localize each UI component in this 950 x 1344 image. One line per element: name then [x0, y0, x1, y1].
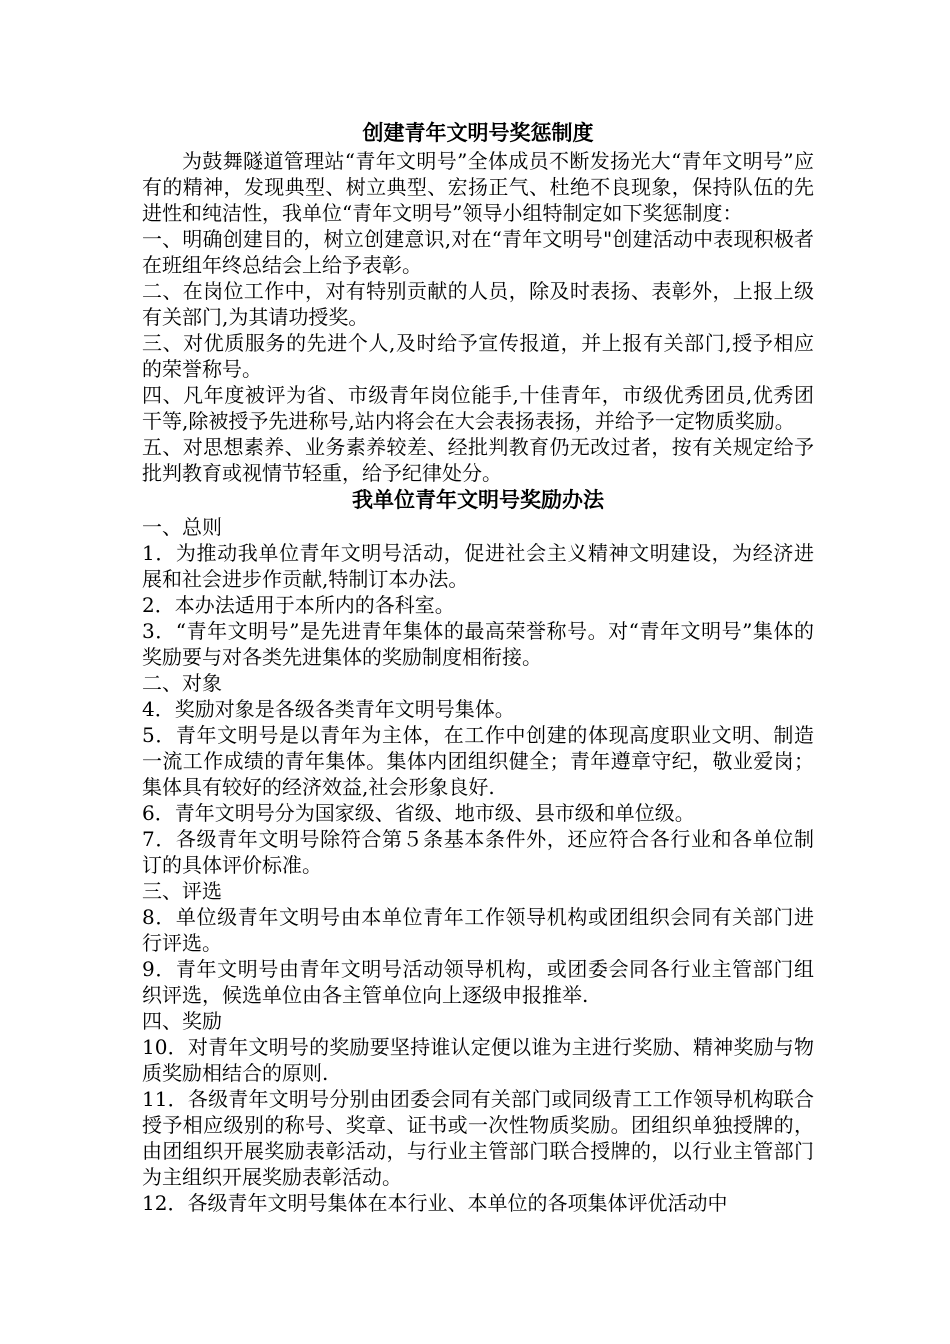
clause-6: 6．青年文明号分为国家级、省级、地市级、县市级和单位级。: [142, 801, 695, 825]
section-heading-general: 一、总则: [142, 515, 222, 539]
clause-10: 10．对青年文明号的奖励要坚持谁认定便以谁为主进行奖励、精神奖励与物质奖励相结合的原则.: [142, 1035, 814, 1085]
rule-item-3: 三、对优质服务的先进个人,及时给予宣传报道，并上报有关部门,授予相应的荣誉称号。: [142, 331, 814, 381]
clause-4: 4．奖励对象是各级各类青年文明号集体。: [142, 697, 515, 721]
section-heading-selection: 三、评选: [142, 879, 222, 903]
rule-item-2: 二、在岗位工作中，对有特别贡献的人员，除及时表扬、表彰外，上报上级有关部门,为其请功授奖。: [142, 279, 814, 329]
clause-12: 12．各级青年文明号集体在本行业、本单位的各项集体评优活动中: [142, 1191, 728, 1215]
clause-9: 9．青年文明号由青年文明号活动领导机构，或团委会同各行业主管部门组织评选，候选单位由各主管单位向上逐级申报推举.: [142, 957, 814, 1007]
section-heading-reward: 四、奖励: [142, 1009, 222, 1033]
document-body: [142, 118, 814, 1216]
clause-2: 2．本办法适用于本所内的各科室。: [142, 593, 455, 617]
rule-item-5: 五、对思想素养、业务素养较差、经批判教育仍无改过者，按有关规定给予批判教育或视情节轻重，给予纪律处分。: [142, 435, 814, 485]
clause-3: 3．“青年文明号”是先进青年集体的最高荣誉称号。对“青年文明号”集体的奖励要与对各类先进集体的奖励制度相衔接。: [142, 619, 814, 669]
intro-paragraph: 为鼓舞隧道管理站“青年文明号”全体成员不断发扬光大“青年文明号”应有的精神，发现典型、树立典型、宏扬正气、杜绝不良现象，保持队伍的先进性和纯洁性，我单位“青年文明号”领导小组特制定如下奖惩制度：: [142, 149, 814, 225]
section-title: 我单位青年文明号奖励办法: [352, 487, 604, 512]
document-title: 创建青年文明号奖惩制度: [362, 120, 594, 145]
section-heading-object: 二、对象: [142, 671, 222, 695]
clause-5: 5．青年文明号是以青年为主体，在工作中创建的体现高度职业文明、制造一流工作成绩的青年集体。集体内团组织健全；青年遵章守纪，敬业爱岗；集体具有较好的经济效益,社会形象良好.: [142, 723, 814, 799]
clause-7: 7．各级青年文明号除符合第５条基本条件外，还应符合各行业和各单位制订的具体评价标准。: [142, 827, 814, 877]
rule-item-4: 四、凡年度被评为省、市级青年岗位能手,十佳青年，市级优秀团员,优秀团干等,除被授予先进称号,站内将会在大会表扬表扬，并给予一定物质奖励。: [142, 383, 814, 433]
clause-1: 1．为推动我单位青年文明号活动，促进社会主义精神文明建设，为经济进展和社会进步作贡献,特制订本办法。: [142, 541, 814, 591]
clause-8: 8．单位级青年文明号由本单位青年工作领导机构或团组织会同有关部门进行评选。: [142, 905, 814, 955]
clause-11: 11．各级青年文明号分别由团委会同有关部门或同级青工工作领导机构联合授予相应级别的称号、奖章、证书或一次性物质奖励。团组织单独授牌的，由团组织开展奖励表彰活动，与行业主管部门联合授牌的，以行业主管部门为主组织开展奖励表彰活动。: [142, 1087, 814, 1189]
rule-item-1: 一、明确创建目的，树立创建意识,对在“青年文明号"创建活动中表现积极者在班组年终总结会上给予表彰。: [142, 227, 814, 277]
